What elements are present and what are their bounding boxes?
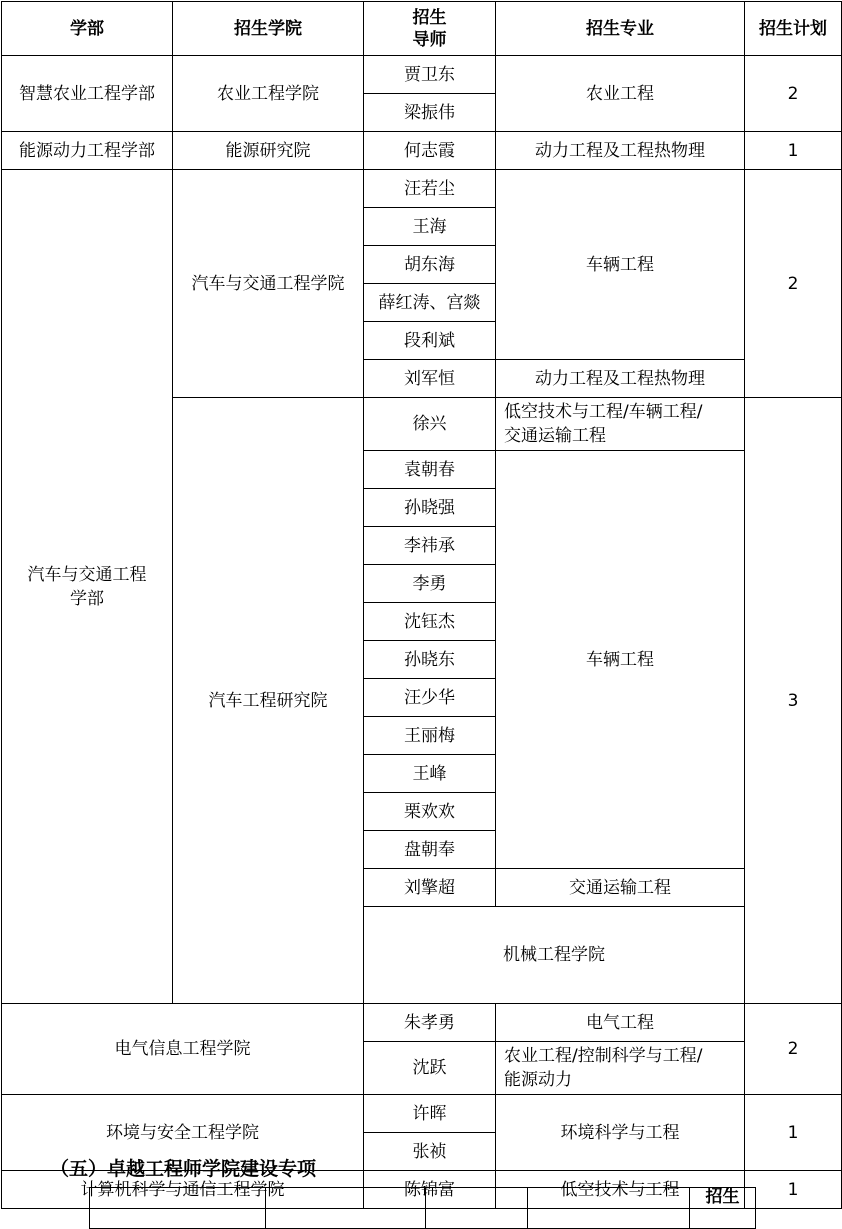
major-cell: 电气工程	[496, 1004, 745, 1042]
table-row	[2, 132, 842, 170]
advisor-cell: 汪少华	[364, 679, 496, 717]
department-line2: 学部	[70, 588, 104, 609]
advisor-cell: 汪若尘	[364, 170, 496, 208]
college-cell: 环境与安全工程学院	[2, 1095, 364, 1171]
major-cell: 动力工程及工程热物理	[496, 360, 745, 398]
advisor-cell: 何志霞	[364, 132, 496, 170]
advisor-cell: 贾卫东	[364, 56, 496, 94]
advisor-cell: 李勇	[364, 565, 496, 603]
advisor-cell: 孙晓东	[364, 641, 496, 679]
college-cell: 电气信息工程学院	[2, 1004, 364, 1095]
header-plan: 招生计划	[745, 2, 842, 56]
next-header-advisor: 招生	[690, 1188, 756, 1229]
college-cell: 计算机科学与通信工程学院	[2, 1171, 364, 1209]
plan-cell: 1	[745, 1095, 842, 1171]
advisor-cell: 胡东海	[364, 246, 496, 284]
major-cell: 动力工程及工程热物理	[496, 132, 745, 170]
advisor-cell: 段利斌	[364, 322, 496, 360]
major-line1: 农业工程/控制科学与工程/	[504, 1046, 703, 1066]
major-cell: 低空技术与工程	[496, 1171, 745, 1209]
major-cell: 农业工程	[496, 56, 745, 132]
major-cell	[496, 398, 745, 451]
advisor-cell: 陈锦富	[364, 1171, 496, 1209]
advisor-cell: 朱孝勇	[364, 1004, 496, 1042]
next-table	[89, 1187, 756, 1229]
college-cell: 机械工程学院	[364, 907, 745, 1004]
advisor-cell: 王海	[364, 208, 496, 246]
advisor-cell: 梁振伟	[364, 94, 496, 132]
major-cell: 环境科学与工程	[496, 1095, 745, 1171]
next-header-cell	[426, 1188, 528, 1229]
header-advisor-line1: 招生	[412, 7, 447, 28]
advisor-cell: 栗欢欢	[364, 793, 496, 831]
advisor-cell: 孙晓强	[364, 489, 496, 527]
department-cell: 能源动力工程学部	[2, 132, 173, 170]
header-department: 学部	[2, 2, 173, 56]
plan-cell: 1	[745, 132, 842, 170]
table-row	[2, 170, 842, 208]
advisor-cell: 刘擎超	[364, 869, 496, 907]
major-line2: 交通运输工程	[504, 426, 606, 446]
college-cell: 农业工程学院	[173, 56, 364, 132]
advisor-cell: 沈跃	[364, 1042, 496, 1095]
department-cell: 智慧农业工程学部	[2, 56, 173, 132]
next-header-cell	[266, 1188, 426, 1229]
major-line2: 能源动力	[504, 1070, 572, 1090]
table-header-row	[2, 2, 842, 56]
header-major: 招生专业	[496, 2, 745, 56]
college-cell: 汽车与交通工程学院	[173, 170, 364, 398]
plan-cell: 2	[745, 1004, 842, 1095]
advisor-cell: 沈钰杰	[364, 603, 496, 641]
plan-cell: 3	[745, 398, 842, 1004]
advisor-cell: 刘军恒	[364, 360, 496, 398]
advisor-cell: 薛红涛、宫燚	[364, 284, 496, 322]
major-cell: 交通运输工程	[496, 869, 745, 907]
plan-cell: 2	[745, 56, 842, 132]
section-title: （五）卓越工程师学院建设专项	[50, 1158, 317, 1180]
next-header-cell	[528, 1188, 690, 1229]
major-cell	[496, 1042, 745, 1095]
advisor-cell: 张祯	[364, 1133, 496, 1171]
advisor-cell: 盘朝奉	[364, 831, 496, 869]
table-row	[2, 1095, 842, 1133]
department-cell	[2, 170, 173, 1004]
enrollment-table	[1, 1, 842, 1209]
major-line1: 低空技术与工程/车辆工程/	[504, 402, 703, 422]
major-cell: 车辆工程	[496, 170, 745, 360]
advisor-cell: 许晖	[364, 1095, 496, 1133]
advisor-cell: 王丽梅	[364, 717, 496, 755]
header-college: 招生学院	[173, 2, 364, 56]
college-cell: 能源研究院	[173, 132, 364, 170]
advisor-cell: 李祎承	[364, 527, 496, 565]
advisor-cell: 袁朝春	[364, 451, 496, 489]
header-advisor	[364, 2, 496, 56]
table-row	[2, 56, 842, 94]
plan-cell: 2	[745, 170, 842, 398]
plan-cell: 1	[745, 1171, 842, 1209]
table-row	[2, 1004, 842, 1042]
advisor-cell: 徐兴	[364, 398, 496, 451]
table-header-row	[90, 1188, 756, 1229]
header-advisor-line2: 导师	[412, 29, 447, 50]
advisor-cell: 王峰	[364, 755, 496, 793]
department-line1: 汽车与交通工程	[27, 564, 147, 585]
major-cell: 车辆工程	[496, 451, 745, 869]
college-cell: 汽车工程研究院	[173, 398, 364, 1004]
next-header-cell	[90, 1188, 266, 1229]
